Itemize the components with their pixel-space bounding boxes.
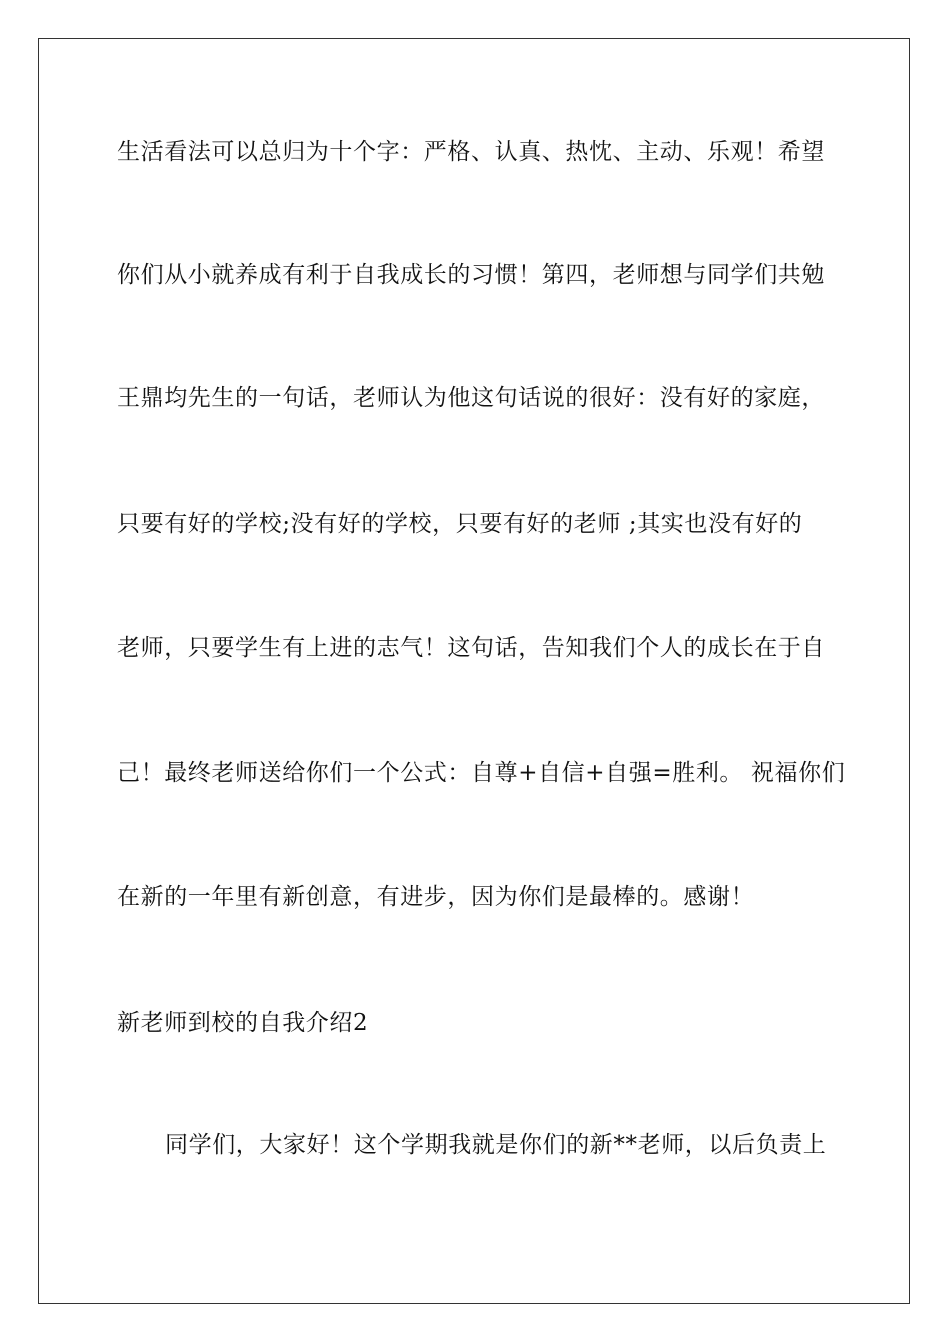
body-text-line: 老师，只要学生有上进的志气！这句话，告知我们个人的成长在于自 — [117, 635, 825, 661]
body-text-line: 生活看法可以总归为十个字：严格、认真、热忱、主动、乐观！希望 — [117, 139, 825, 165]
body-text-line: 只要有好的学校;没有好的学校，只要有好的老师 ;其实也没有好的 — [117, 511, 803, 537]
page-border — [38, 38, 910, 1304]
section-title: 新老师到校的自我介绍2 — [117, 1010, 369, 1036]
body-text-line: 在新的一年里有新创意，有进步，因为你们是最棒的。感谢！ — [117, 884, 755, 910]
body-text-line: 王鼎均先生的一句话，老师认为他这句话说的很好：没有好的家庭， — [117, 385, 825, 411]
body-text-line: 己！最终老师送给你们一个公式：自尊+自信+自强=胜利。 祝福你们 — [117, 760, 846, 786]
paragraph-first-line: 同学们，大家好！这个学期我就是你们的新**老师，以后负责上 — [165, 1132, 827, 1158]
body-text-line: 你们从小就养成有利于自我成长的习惯！第四，老师想与同学们共勉 — [117, 262, 825, 288]
